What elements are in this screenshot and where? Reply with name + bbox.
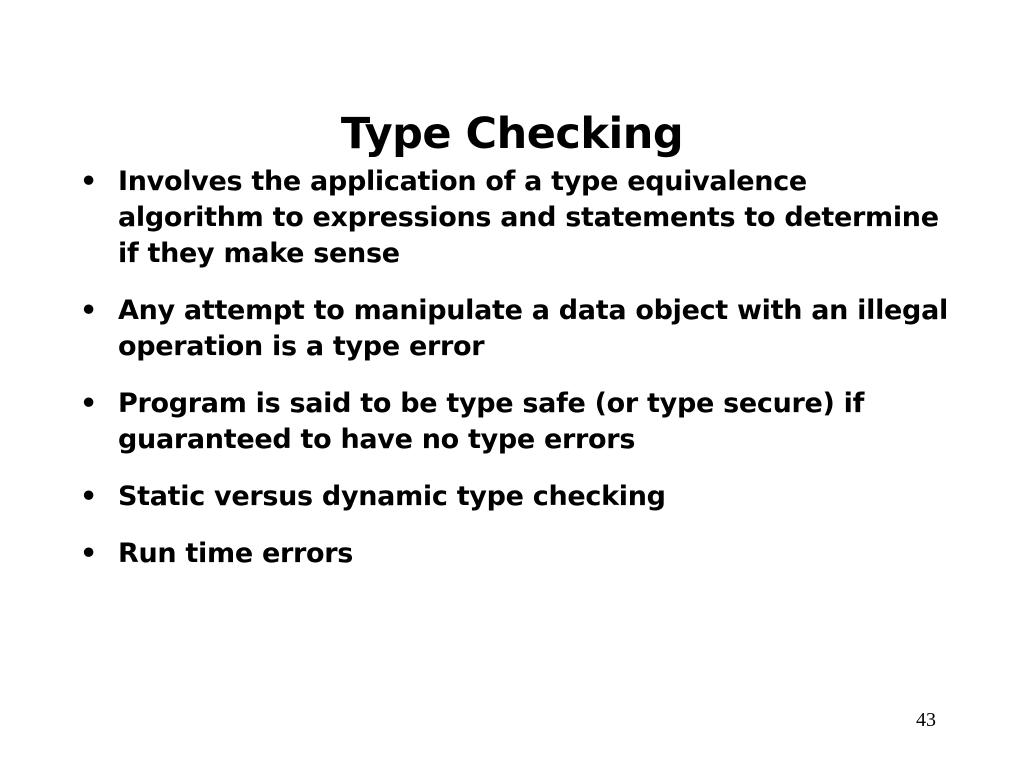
bullet-dot: • xyxy=(80,166,97,197)
slide-title: Type Checking xyxy=(340,109,684,159)
bullet-item xyxy=(80,164,960,272)
bullet-text: Run time errors xyxy=(118,538,354,569)
bullet-text: Involves the application of a type equivalence algorithm to expressions and statements to determine if they make sense xyxy=(118,166,939,269)
slide-number: 43 xyxy=(916,709,936,731)
bullet-item xyxy=(80,536,960,572)
bullet-dot: • xyxy=(80,388,97,419)
bullet-dot: • xyxy=(80,538,97,569)
bullet-item xyxy=(80,293,960,365)
bullet-item xyxy=(80,386,960,458)
bullet-list xyxy=(80,164,960,593)
bullet-text: Program is said to be type safe (or type secure) if guaranteed to have no type errors xyxy=(118,388,865,455)
bullet-text: Static versus dynamic type checking xyxy=(118,481,666,512)
bullet-item xyxy=(80,479,960,515)
bullet-text: Any attempt to manipulate a data object with an illegal operation is a type error xyxy=(118,295,948,362)
bullet-dot: • xyxy=(80,481,97,512)
bullet-dot: • xyxy=(80,295,97,326)
